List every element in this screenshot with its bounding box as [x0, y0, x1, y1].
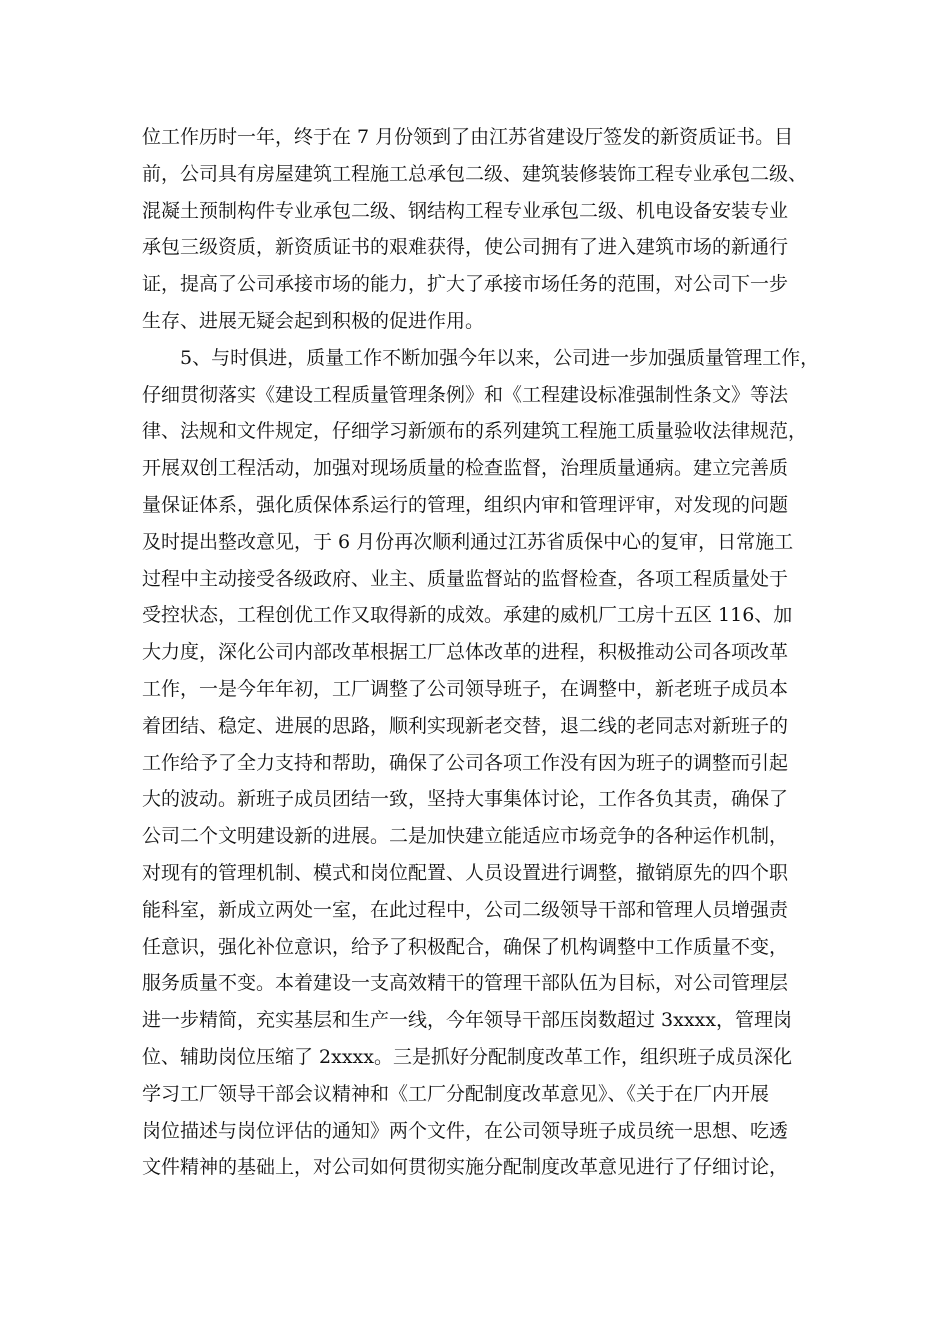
text-line: 工作给予了全力支持和帮助，确保了公司各项工作没有因为班子的调整而引起: [142, 751, 789, 774]
text-line: 仔细贯彻落实《建设工程质量管理条例》和《工程建设标准强制性条文》等法: [142, 383, 789, 406]
text-line: 证，提高了公司承接市场的能力，扩大了承接市场任务的范围，对公司下一步: [142, 273, 789, 296]
text-line: 量保证体系，强化质保体系运行的管理，组织内审和管理评审，对发现的问题: [142, 493, 789, 516]
text-line: 文件精神的基础上，对公司如何贯彻实施分配制度改革意见进行了仔细讨论，: [142, 1156, 789, 1179]
paragraph-start-line: 5、与时俱进，质量工作不断加强今年以来，公司进一步加强质量管理工作，: [180, 346, 820, 369]
text-line: 及时提出整改意见，于 6 月份再次顺利通过江苏省质保中心的复审，日常施工: [142, 530, 794, 553]
text-line: 生存、进展无疑会起到积极的促进作用。: [142, 309, 485, 332]
text-line: 岗位描述与岗位评估的通知》两个文件，在公司领导班子成员统一思想、吃透: [142, 1119, 789, 1142]
text-line: 混凝土预制构件专业承包二级、钢结构工程专业承包二级、机电设备安装专业: [142, 199, 789, 222]
text-line: 能科室，新成立两处一室，在此过程中，公司二级领导干部和管理人员增强责: [142, 898, 789, 921]
body-text: [142, 119, 822, 1186]
text-line: 服务质量不变。本着建设一支高效精干的管理干部队伍为目标，对公司管理层: [142, 972, 789, 995]
text-line: 对现有的管理机制、模式和岗位配置、人员设置进行调整，撤销原先的四个职: [142, 861, 789, 884]
text-line: 受控状态，工程创优工作又取得新的成效。承建的威机厂工房十五区 116、加: [142, 604, 793, 627]
text-line: 过程中主动接受各级政府、业主、质量监督站的监督检查，各项工程质量处于: [142, 567, 789, 590]
text-line: 承包三级资质，新资质证书的艰难获得，使公司拥有了进入建筑市场的新通行: [142, 236, 789, 259]
text-line: 着团结、稳定、进展的思路，顺利实现新老交替，退二线的老同志对新班子的: [142, 714, 789, 737]
text-line: 公司二个文明建设新的进展。二是加快建立能适应市场竞争的各种运作机制，: [142, 825, 789, 848]
text-line: 大的波动。新班子成员团结一致，坚持大事集体讨论，工作各负其责，确保了: [142, 788, 789, 811]
text-line: 律、法规和文件规定，仔细学习新颁布的系列建筑工程施工质量验收法律规范，: [142, 420, 808, 443]
text-line: 位工作历时一年，终于在 7 月份领到了由江苏省建设厅签发的新资质证书。目: [142, 126, 794, 148]
text-line: 位、辅助岗位压缩了 2xxxx。三是抓好分配制度改革工作，组织班子成员深化: [142, 1045, 792, 1068]
text-line: 开展双创工程活动，加强对现场质量的检查监督，治理质量通病。建立完善质: [142, 457, 789, 480]
text-line: 任意识，强化补位意识，给予了积极配合，确保了机构调整中工作质量不变，: [142, 935, 789, 958]
text-line: 前，公司具有房屋建筑工程施工总承包二级、建筑装修装饰工程专业承包二级、: [142, 162, 808, 185]
text-line: 大力度，深化公司内部改革根据工厂总体改革的进程，积极推动公司各项改革: [142, 641, 789, 664]
text-line: 工作，一是今年年初，工厂调整了公司领导班子，在调整中，新老班子成员本: [142, 677, 789, 700]
text-line: 进一步精简，充实基层和生产一线，今年领导干部压岗数超过 3xxxx，管理岗: [142, 1009, 792, 1032]
text-line: 学习工厂领导干部会议精神和《工厂分配制度改革意见》、《关于在厂内开展: [142, 1082, 770, 1105]
